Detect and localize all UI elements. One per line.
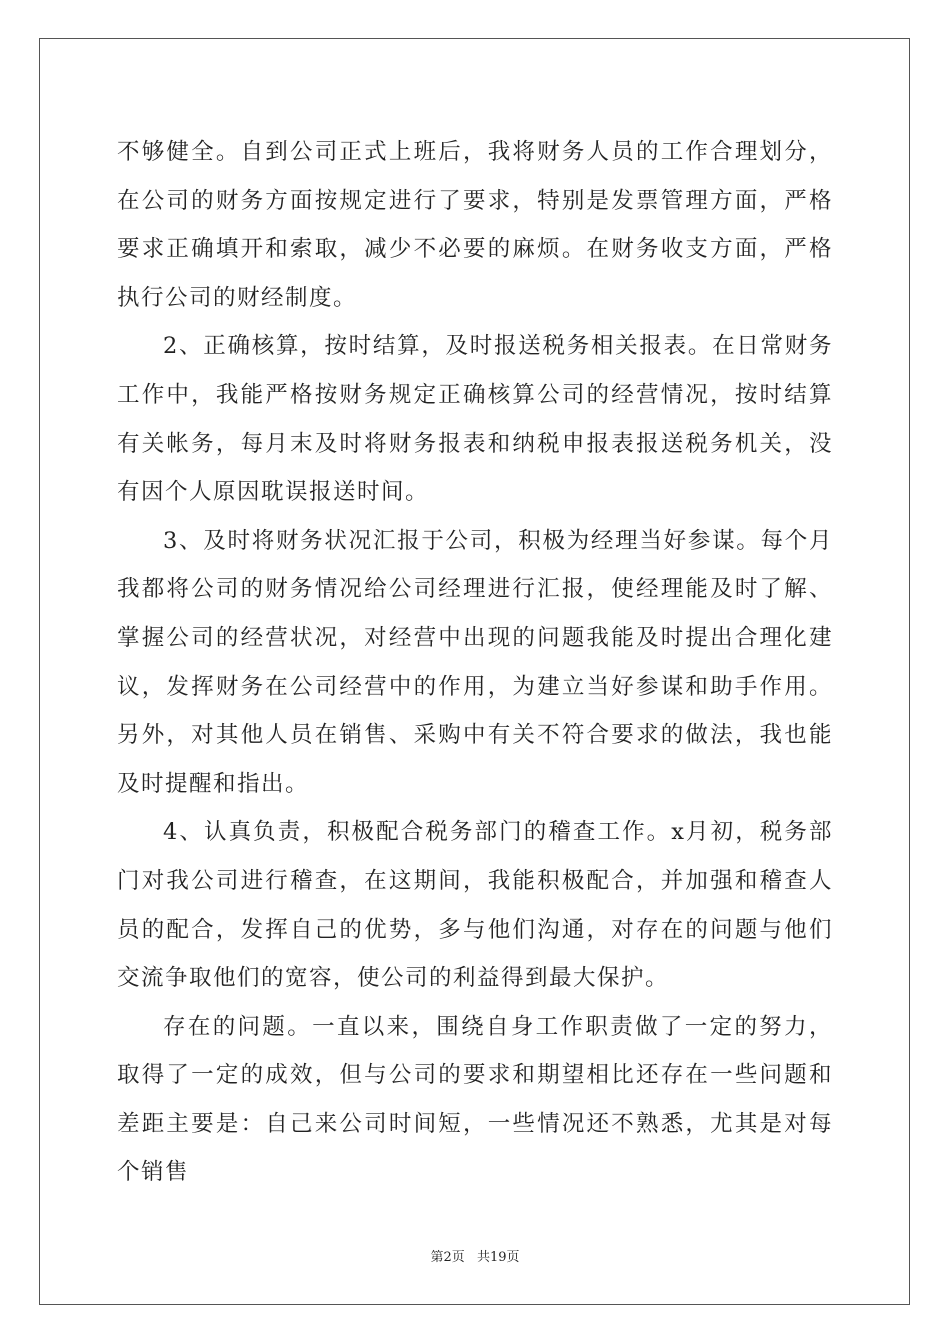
document-body [117, 128, 833, 1197]
page-number: 第2页 [430, 1250, 465, 1265]
page-footer [0, 1246, 950, 1265]
paragraph-2: 2、正确核算，按时结算，及时报送税务相关报表。在日常财务工作中，我能严格按财务规定正确核算公司的经营情况，按时结算有关帐务，每月末及时将财务报表和纳税申报表报送税务机关，没有因个人原因耽误报送时间。 [117, 333, 833, 506]
paragraph-4: 4、认真负责，积极配合税务部门的稽查工作。x月初，税务部门对我公司进行稽查，在这期间，我能积极配合，并加强和稽查人员的配合，发挥自己的优势，多与他们沟通，对存在的问题与他们交流争取他们的宽容，使公司的利益得到最大保护。 [117, 819, 833, 992]
paragraph-3: 3、及时将财务状况汇报于公司，积极为经理当好参谋。每个月我都将公司的财务情况给公司经理进行汇报，使经理能及时了解、掌握公司的经营状况，对经营中出现的问题我能及时提出合理化建议，发挥财务在公司经营中的作用，为建立当好参谋和助手作用。另外，对其他人员在销售、采购中有关不符合要求的做法，我也能及时提醒和指出。 [117, 527, 833, 797]
paragraph-1: 不够健全。自到公司正式上班后，我将财务人员的工作合理划分，在公司的财务方面按规定进行了要求，特别是发票管理方面，严格要求正确填开和索取，减少不必要的麻烦。在财务收支方面，严格执行公司的财经制度。 [117, 139, 833, 311]
paragraph-5: 存在的问题。一直以来，围绕自身工作职责做了一定的努力，取得了一定的成效，但与公司的要求和期望相比还存在一些问题和差距主要是：自己来公司时间短，一些情况还不熟悉，尤其是对每个销售 [117, 1013, 833, 1186]
page-total: 共19页 [476, 1250, 520, 1265]
